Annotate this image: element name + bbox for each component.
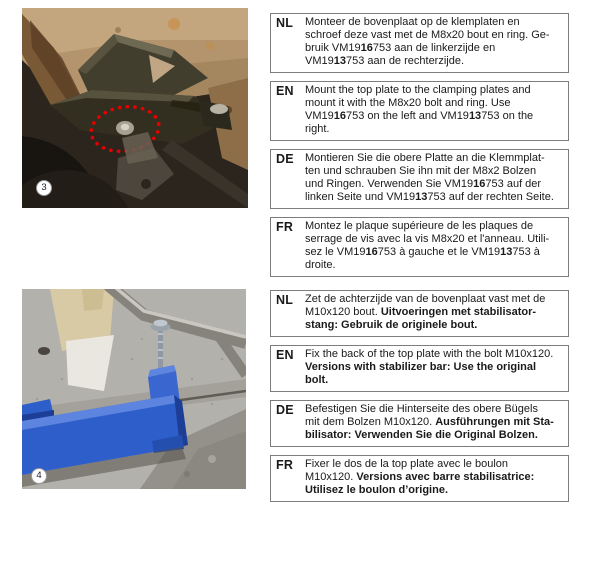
instruction-text — [305, 16, 550, 68]
instruction-line: Befestigen Sie die Hinterseite des obere Bügels — [305, 403, 538, 415]
instruction-line: bruik VM1916753 aan de linkerzijde en — [305, 42, 496, 54]
instruction-line: Fix the back of the top plate with the bolt M10x120. — [305, 348, 554, 360]
instruction-block-en — [270, 345, 569, 392]
language-label: FR — [276, 458, 294, 472]
instruction-line: ten und schrauben Sie ihn mit der M8x2 Bolzen — [305, 165, 537, 177]
step-number-badge: 3 — [36, 180, 52, 196]
instruction-text — [305, 293, 545, 332]
instruction-line: linken Seite und VM1913753 auf der rechten Seite. — [305, 191, 554, 203]
instruction-line: und Ringen. Verwenden Sie VM1916753 auf der — [305, 178, 542, 190]
language-label: DE — [276, 403, 294, 417]
instruction-line: right. — [305, 123, 330, 135]
instruction-text — [305, 348, 553, 387]
instruction-line: Montieren Sie die obere Platte an die Klemmplat- — [305, 152, 545, 164]
instruction-block-fr — [270, 455, 569, 502]
instruction-text — [305, 458, 534, 497]
instruction-line: mit dem Bolzen M10x120. Ausführungen mit Sta- — [305, 416, 554, 428]
instruction-block-de — [270, 149, 569, 209]
instruction-line: Montez le plaque supérieure de les plaques de — [305, 220, 534, 232]
instruction-line: Fixer le dos de la top plate avec le boulon — [305, 458, 509, 470]
language-label: NL — [276, 293, 294, 307]
instruction-line: mount it with the M8x20 bolt and ring. Use — [305, 97, 511, 109]
language-label: FR — [276, 220, 294, 234]
step-4-photo — [22, 289, 246, 489]
language-label: NL — [276, 16, 294, 30]
instruction-block-en — [270, 81, 569, 141]
step-3-photo — [22, 8, 248, 208]
instruction-text — [305, 84, 533, 136]
step-3-photo-illustration — [22, 8, 248, 208]
instruction-text — [305, 152, 554, 204]
instruction-line: schroef deze vast met de M8x20 bout en ring. Ge- — [305, 29, 550, 41]
instruction-line: Zet de achterzijde van de bovenplaat vast met de — [305, 293, 546, 305]
step-3-instruction-column — [270, 13, 569, 285]
instruction-line: Monteer de bovenplaat op de klemplaten en — [305, 16, 520, 28]
instruction-line: M10x120 bout. Uitvoeringen met stabilisator- — [305, 306, 537, 318]
step-number-badge: 4 — [31, 468, 47, 484]
instruction-line: Utilisez le boulon d’origine. — [305, 484, 449, 496]
instruction-line: VM1913753 aan de rechterzijde. — [305, 55, 465, 67]
step-4-photo-illustration — [22, 289, 246, 489]
instruction-block-nl — [270, 13, 569, 73]
instruction-line: bolt. — [305, 374, 329, 386]
instruction-text — [305, 403, 554, 442]
instruction-line: sez le VM1916753 à gauche et le VM1913753 à — [305, 246, 540, 258]
language-label: EN — [276, 348, 294, 362]
instruction-block-de — [270, 400, 569, 447]
step-4-instruction-column — [270, 290, 569, 510]
instruction-block-fr — [270, 217, 569, 277]
language-label: DE — [276, 152, 294, 166]
instruction-line: Mount the top plate to the clamping plates and — [305, 84, 531, 96]
instruction-line: bilisator: Verwenden Sie die Original Bolzen. — [305, 429, 538, 441]
instruction-line: stang: Gebruik de originele bout. — [305, 319, 478, 331]
language-label: EN — [276, 84, 294, 98]
instruction-line: droite. — [305, 259, 336, 271]
instruction-line: M10x120. Versions avec barre stabilisatrice: — [305, 471, 535, 483]
instruction-text — [305, 220, 549, 272]
instruction-line: VM1916753 on the left and VM1913753 on the — [305, 110, 534, 122]
instruction-line: serrage de vis avec la vis M8x20 et l'anneau. Utili- — [305, 233, 550, 245]
instruction-block-nl — [270, 290, 569, 337]
instruction-line: Versions with stabilizer bar: Use the original — [305, 361, 537, 373]
